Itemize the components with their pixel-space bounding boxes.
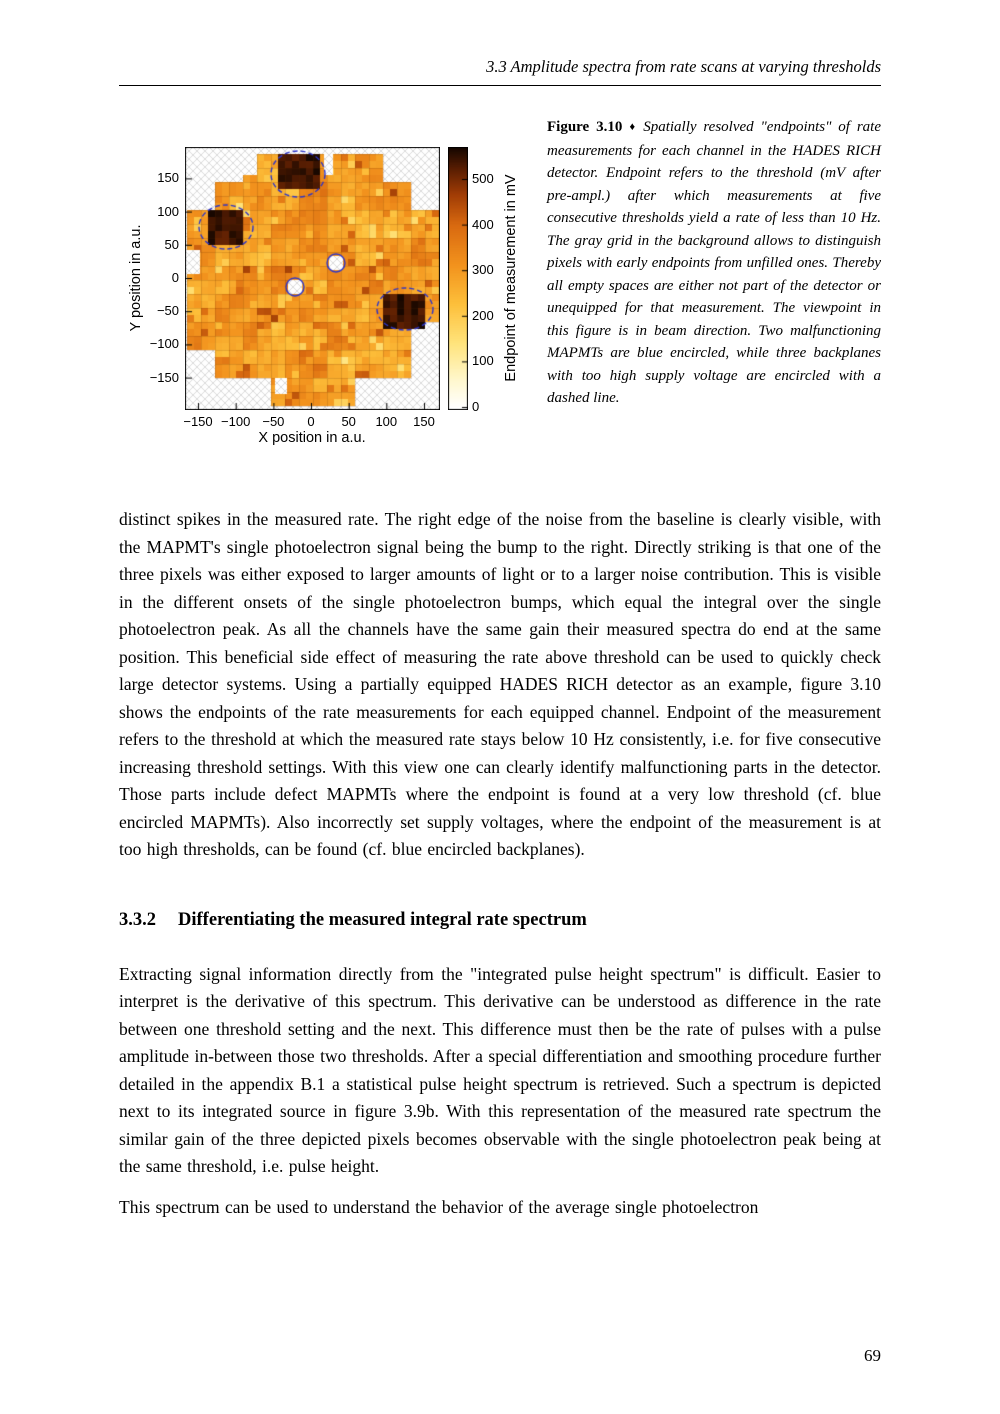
diamond-marker-icon: ♦ — [626, 121, 639, 133]
heatmap-canvas — [185, 147, 440, 410]
section-title: Differentiating the measured integral rate spectrum — [178, 909, 587, 930]
y-tick-label: −150 — [149, 369, 179, 385]
body-paragraph-1: distinct spikes in the measured rate. The right edge of the noise from the baseline is clearly visible, with the MAPMT's single photoelectron signal being the bump to the right. Directly striking is that one of the three pixels was either exposed to larger amounts of light or to a larger noise contribution. This is visible in the different onsets of the single photoelectron bumps, which equal the integral over the single photoelectron peak. As all the channels have the same gain their measured spectra do end at the same position. This beneficial side effect of measuring the rate above threshold can be used to quickly check large detector systems. Using a partially equipped HADES RICH detector as an example, figure 3.10 shows the endpoints of the rate measurements for each equipped channel. Endpoint of the measurement refers to the threshold at which the measured rate stays below 10 Hz consistently, i.e. for five consecutive increasing threshold settings. With this view one can clearly identify malfunctioning parts in the detector. Those parts include defect MAPMTs where the endpoint is found at a very low threshold (cf. blue encircled MAPMTs). Also incorrectly set supply voltages, where the endpoint of the measurement is at too high thresholds, can be found (cf. blue encircled backplanes). — [119, 509, 881, 859]
y-tick-label: −50 — [156, 303, 179, 319]
colorbar-tick-label: 200 — [472, 307, 494, 323]
endpoint-heatmap-plot — [119, 112, 539, 472]
colorbar-tick-label: 500 — [472, 171, 494, 186]
colorbar-tick-label: 300 — [472, 262, 494, 278]
figure-caption — [547, 116, 881, 410]
figure-caption-text: Spatially resolved "endpoints" of rate measurements for each channel in the HADES RICH detector. Endpoint refers to the threshold (mV after pre-ampl.) after which measurements at five consecutive thresholds yield a rate of less than 10 Hz. The gray grid in the background allows to distinguish pixels with early endpoints from unfilled ones. Thereby all empty spaces are either not part of the detector or unequipped for that measurement. The viewpoint in this figure is in beam direction. Two malfunctioning MAPMTs are blue encircled, while three backplanes with too high supply voltage are encircled with a dashed line. — [547, 119, 881, 406]
x-tick-label: 150 — [413, 414, 435, 429]
body-paragraph-3: This spectrum can be used to understand the behavior of the average single photoelectron — [119, 1196, 759, 1217]
x-tick-label: −150 — [183, 414, 213, 429]
figure-3-10 — [119, 112, 881, 506]
colorbar-tick-label: 400 — [472, 216, 494, 232]
colorbar — [448, 147, 468, 410]
x-tick-label: 100 — [375, 414, 398, 429]
figure-caption-label: Figure 3.10 — [547, 119, 623, 135]
x-tick-label: 50 — [341, 414, 356, 429]
y-tick-label: 50 — [164, 236, 179, 252]
colorbar-axis-label: Endpoint of measurement in mV — [503, 174, 519, 382]
y-tick-label: −100 — [149, 336, 179, 352]
body-paragraph-2: Extracting signal information directly from the "integrated pulse height spectrum" is difficult. Easier to interpret is the derivative of this spectrum. This derivative can be understood as difference in the rate between one threshold setting and the next. This difference must then be the rate of pulses with a pulse amplitude in-between those two thresholds. After a special differentiation and smoothing procedure further detailed in the appendix B.1 a statistical pulse height spectrum is retrieved. Such a spectrum is depicted next to its integrated source in figure 3.9b. With this representation of the measured rate spectrum the similar gain of the three depicted pixels becomes observable with the single photoelectron peak being at the same threshold, i.e. pulse height. — [119, 963, 881, 1176]
y-tick-label: 100 — [157, 203, 179, 219]
y-tick-label: 0 — [171, 270, 179, 285]
body-text — [119, 506, 881, 1234]
running-head-text: 3.3 Amplitude spectra from rate scans at varying thresholds — [486, 57, 881, 76]
x-axis-label: X position in a.u. — [258, 430, 366, 446]
running-head — [119, 57, 881, 86]
y-tick-label: 150 — [157, 170, 179, 186]
section-number: 3.3.2 — [119, 909, 156, 930]
section-heading-3-3-2 — [119, 910, 881, 931]
x-tick-label: 0 — [307, 414, 315, 429]
x-tick-label: −50 — [262, 414, 285, 429]
colorbar-tick-label: 0 — [472, 399, 480, 414]
y-axis-label: Y position in a.u. — [128, 224, 144, 332]
x-tick-label: −100 — [221, 414, 251, 429]
colorbar-tick-label: 100 — [472, 353, 494, 369]
page-number: 69 — [864, 1346, 881, 1365]
